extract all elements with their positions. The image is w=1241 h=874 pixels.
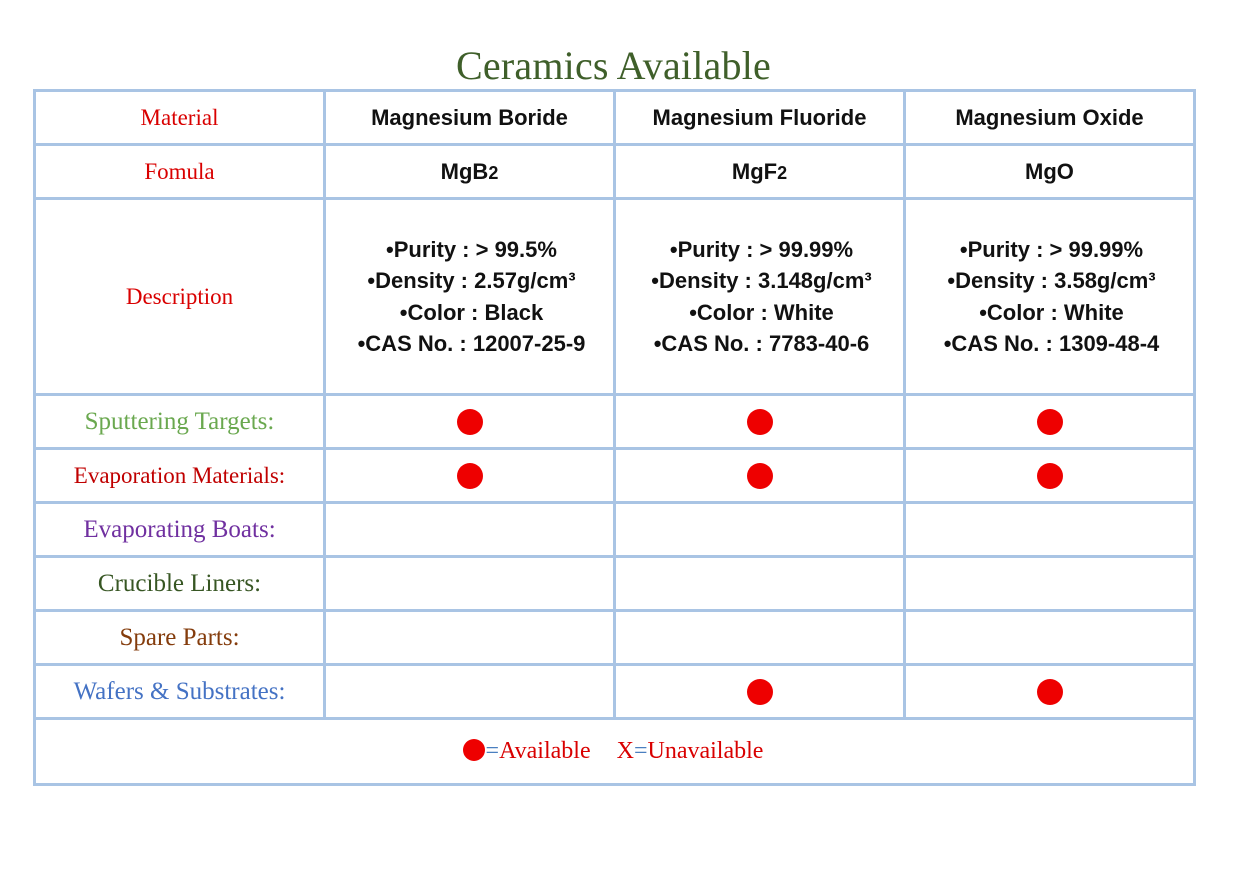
availability-cell (325, 665, 615, 719)
material-name: Magnesium Fluoride (652, 104, 867, 130)
availability-cell (325, 557, 615, 611)
availability-label: Wafers & Substrates: (73, 677, 286, 705)
purity-line: •Purity : > 99.99% (959, 236, 1144, 262)
availability-cell (905, 611, 1195, 665)
color-line: •Color : Black (399, 299, 544, 325)
availability-label-cell (35, 557, 325, 611)
formula-value: MgF2 (731, 158, 788, 184)
purity-line: •Purity : > 99.5% (386, 236, 557, 262)
availability-cell (615, 557, 905, 611)
density-line: •Density : 2.57g/cm³ (367, 268, 576, 293)
availability-cell (325, 503, 615, 557)
formula-cell (325, 145, 615, 199)
availability-label-cell (35, 395, 325, 449)
density-line: •Density : 3.148g/cm³ (651, 268, 872, 293)
legend-cell (35, 719, 1195, 785)
formula-value: MgO (1025, 158, 1074, 184)
color-line: •Color : White (689, 299, 834, 325)
formula-label: Fomula (144, 158, 215, 184)
availability-label-cell (35, 611, 325, 665)
availability-label: Crucible Liners: (97, 569, 262, 597)
availability-cell (905, 395, 1195, 449)
density-line: •Density : 3.58g/cm³ (947, 268, 1156, 293)
availability-cell (325, 611, 615, 665)
material-cell (615, 91, 905, 145)
legend-unavailable-text: Unavailable (647, 738, 764, 764)
legend-equals: = (485, 738, 500, 764)
material-label: Material (140, 104, 219, 130)
available-dot-icon (463, 739, 485, 761)
available-dot-icon (747, 409, 773, 435)
availability-cell (905, 503, 1195, 557)
cas-line: •CAS No. : 1309-48-4 (943, 331, 1160, 356)
availability-cell (615, 395, 905, 449)
available-dot-icon (747, 463, 773, 489)
material-name: Magnesium Boride (371, 104, 568, 130)
description-cell (615, 199, 905, 395)
material-cell (325, 91, 615, 145)
material-label-cell (35, 91, 325, 145)
availability-row (35, 557, 1195, 611)
availability-cell (325, 449, 615, 503)
availability-row (35, 503, 1195, 557)
cas-line: •CAS No. : 7783-40-6 (653, 331, 870, 356)
availability-cell (905, 665, 1195, 719)
description-label: Description (125, 283, 234, 309)
available-dot-icon (747, 679, 773, 705)
availability-row (35, 449, 1195, 503)
availability-cell (615, 449, 905, 503)
color-line: •Color : White (979, 299, 1124, 325)
material-cell (905, 91, 1195, 145)
availability-label: Evaporating Boats: (83, 515, 276, 543)
material-name: Magnesium Oxide (955, 104, 1144, 130)
availability-label-cell (35, 449, 325, 503)
available-dot-icon (1037, 679, 1063, 705)
available-dot-icon (457, 463, 483, 489)
availability-label: Sputtering Targets: (84, 407, 275, 435)
legend-equals: = (633, 738, 648, 764)
description-list (616, 234, 903, 360)
availability-cell (325, 395, 615, 449)
page-title: Ceramics Available (456, 43, 771, 88)
availability-label-cell (35, 503, 325, 557)
formula-value: MgB2 (440, 158, 499, 184)
availability-row (35, 395, 1195, 449)
legend (463, 738, 767, 780)
unavailable-x-icon: X (616, 738, 634, 764)
formula-label-cell (35, 145, 325, 199)
description-list (326, 234, 613, 360)
cas-line: •CAS No. : 12007-25-9 (357, 331, 586, 356)
availability-label: Spare Parts: (119, 623, 240, 651)
description-cell (905, 199, 1195, 395)
formula-cell (615, 145, 905, 199)
available-dot-icon (1037, 463, 1063, 489)
available-dot-icon (457, 409, 483, 435)
formula-row (35, 145, 1195, 199)
availability-label-cell (35, 665, 325, 719)
availability-cell (615, 503, 905, 557)
description-label-cell (35, 199, 325, 395)
legend-row (35, 719, 1195, 785)
legend-available-text: Available (499, 738, 591, 764)
material-row (35, 91, 1195, 145)
availability-cell (615, 611, 905, 665)
formula-cell (905, 145, 1195, 199)
description-row (35, 199, 1195, 395)
availability-cell (905, 557, 1195, 611)
availability-cell (615, 665, 905, 719)
availability-row (35, 665, 1195, 719)
purity-line: •Purity : > 99.99% (669, 236, 854, 262)
availability-label: Evaporation Materials: (73, 462, 286, 488)
ceramics-table (33, 89, 1196, 786)
description-list (906, 234, 1193, 360)
availability-row (35, 611, 1195, 665)
description-cell (325, 199, 615, 395)
available-dot-icon (1037, 409, 1063, 435)
availability-cell (905, 449, 1195, 503)
